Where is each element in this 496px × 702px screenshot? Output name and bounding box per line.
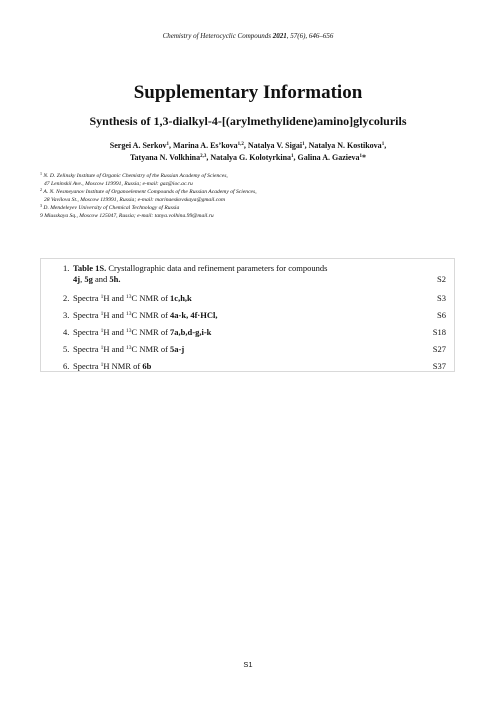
author-separator: * — [362, 153, 367, 162]
affiliation-number: 2 — [40, 187, 42, 192]
author — [110, 141, 173, 150]
affiliation — [40, 172, 460, 188]
contents-item-number: 2. — [63, 293, 70, 303]
contents-item-text-part: H NMR of — [103, 361, 143, 371]
isotope-superscript: 13 — [126, 345, 132, 351]
contents-item-number: 1. — [63, 263, 70, 273]
affiliation-line: 28 Vavilova St., Moscow 119991, Russia; e-mail: marinaeskovskaya@gmail.com — [44, 197, 226, 203]
isotope-superscript: 1 — [100, 362, 104, 368]
author-separator: , — [304, 141, 309, 150]
contents-item-page: S6 — [437, 310, 446, 320]
contents-item-text-part: , — [80, 274, 85, 284]
author-name: Natalya G. Kolotyrkina — [210, 153, 292, 162]
isotope-superscript: 1 — [100, 294, 104, 300]
isotope-superscript: 1 — [100, 328, 104, 334]
contents-item-text-part: H and — [103, 327, 127, 337]
affiliation-line: A. N. Nesmeyanov Institute of Organoelement Compounds of the Russian Academy of Sciences, — [43, 189, 257, 195]
contents-item[interactable] — [63, 361, 446, 372]
journal-volume-pages: , 57(6), 646–656 — [286, 32, 334, 40]
contents-item-number: 3. — [63, 310, 70, 320]
contents-item-text-part: and — [92, 274, 110, 284]
contents-item-text-part: Spectra — [73, 344, 101, 354]
contents-item-page: S27 — [432, 344, 446, 354]
page-title: Supplementary Information — [133, 82, 363, 103]
contents-item-text-part: C NMR of — [131, 327, 171, 337]
author-affiliation-mark: 1 — [291, 154, 294, 159]
contents-item-text-part: Spectra — [73, 361, 101, 371]
contents-item-text-part: C NMR of — [131, 344, 171, 354]
contents-item-text — [63, 344, 446, 355]
author-affiliation-mark: 1 — [359, 154, 363, 159]
author — [298, 153, 367, 162]
contents-item-bold: Table 1S. — [73, 263, 107, 273]
affiliation — [40, 188, 460, 204]
isotope-superscript: 13 — [126, 328, 132, 334]
author-name: Natalya V. Sigai — [247, 141, 303, 150]
journal-name: Chemistry of Heterocyclic Compounds — [162, 32, 271, 40]
contents-item-text — [63, 310, 446, 321]
contents-item-number: 6. — [63, 361, 70, 371]
contents-item[interactable] — [63, 327, 446, 338]
contents-item-page: S3 — [437, 293, 446, 303]
affiliation — [40, 204, 460, 220]
author-affiliation-mark: 1,2 — [237, 142, 244, 147]
compound-label: 1c,h,k — [170, 293, 192, 303]
contents-item-text — [63, 361, 446, 372]
contents-item[interactable] — [63, 293, 446, 304]
isotope-superscript: 13 — [126, 311, 132, 317]
affiliation-list — [40, 172, 460, 220]
isotope-superscript: 13 — [126, 294, 132, 300]
compound-label: 6b — [142, 361, 152, 371]
affiliation-number: 1 — [40, 171, 42, 176]
contents-item[interactable] — [63, 263, 446, 285]
contents-item-page: S37 — [432, 361, 446, 371]
author-name: Marina A. Es’kova — [172, 141, 238, 150]
contents-item-text-part: H and — [103, 310, 127, 320]
author-affiliation-mark: 1 — [381, 142, 385, 147]
contents-item[interactable] — [63, 310, 446, 321]
author — [173, 141, 248, 150]
author-affiliation-mark: 2,3 — [200, 154, 207, 159]
contents-item-page: S2 — [437, 274, 446, 284]
author — [210, 153, 297, 162]
contents-item[interactable] — [63, 344, 446, 355]
contents-item-text-part: Spectra — [73, 293, 101, 303]
author-list — [60, 140, 436, 164]
author-name: Sergei A. Serkov — [109, 141, 167, 150]
author-affiliation-mark: 1 — [166, 142, 169, 147]
contents-item-text-part: C NMR of — [131, 310, 171, 320]
contents-item-text-part: Crystallographic data and refinement parameters for compounds — [106, 263, 328, 273]
contents-table — [40, 258, 455, 372]
contents-item-text — [63, 327, 446, 338]
author-separator: , — [168, 141, 173, 150]
page-number: S1 — [243, 660, 253, 669]
compound-label: 4j — [73, 274, 81, 284]
author-affiliation-mark: 1 — [302, 142, 305, 147]
compound-label: 4a-k, 4f·HCl, — [170, 310, 218, 320]
affiliation-line: 47 Leninskii Ave., Moscow 119991, Russia; e-mail: gaz@ioc.ac.ru — [44, 181, 193, 187]
author-separator: , — [384, 141, 387, 150]
author-separator: , — [293, 153, 298, 162]
contents-item-text-part: C NMR of — [131, 293, 171, 303]
contents-item-number: 5. — [63, 344, 70, 354]
author — [309, 141, 387, 150]
author-separator: , — [243, 141, 248, 150]
contents-item-number: 4. — [63, 327, 70, 337]
author-separator: , — [206, 153, 211, 162]
compound-label: 5g — [84, 274, 93, 284]
author-name: Tatyana N. Volkhina — [129, 153, 201, 162]
affiliation-line: N. D. Zelinsky Institute of Organic Chemistry of the Russian Academy of Sciences, — [43, 173, 228, 179]
author-name: Galina A. Gazieva — [297, 153, 360, 162]
compound-label: 5h. — [109, 274, 121, 284]
contents-item-text-part: H and — [103, 293, 127, 303]
isotope-superscript: 1 — [100, 345, 104, 351]
contents-item-page: S18 — [432, 327, 446, 337]
contents-item-text — [63, 293, 446, 304]
author-name: Natalya N. Kostikova — [308, 141, 382, 150]
contents-item-text — [63, 263, 446, 285]
journal-year: 2021 — [272, 32, 287, 40]
contents-item-text-part: Spectra — [73, 310, 101, 320]
isotope-superscript: 1 — [100, 311, 104, 317]
affiliation-line: D. Mendeleyev University of Chemical Technology of Russia — [43, 205, 180, 211]
paper-subtitle: Synthesis of 1,3-dialkyl-4-[(arylmethylidene)amino]glycolurils — [89, 114, 407, 128]
compound-label: 5a-j — [170, 344, 185, 354]
journal-header — [0, 32, 496, 40]
author — [248, 141, 309, 150]
contents-item-text-part: Spectra — [73, 327, 101, 337]
author — [130, 153, 210, 162]
contents-item-text-part: H and — [103, 344, 127, 354]
affiliation-line: 9 Miusskaya Sq., Moscow 125047, Russia; e-mail: tanya.volhina.99@mail.ru — [40, 213, 214, 219]
compound-label: 7a,b,d-g,i-k — [170, 327, 212, 337]
affiliation-number: 3 — [40, 203, 42, 208]
